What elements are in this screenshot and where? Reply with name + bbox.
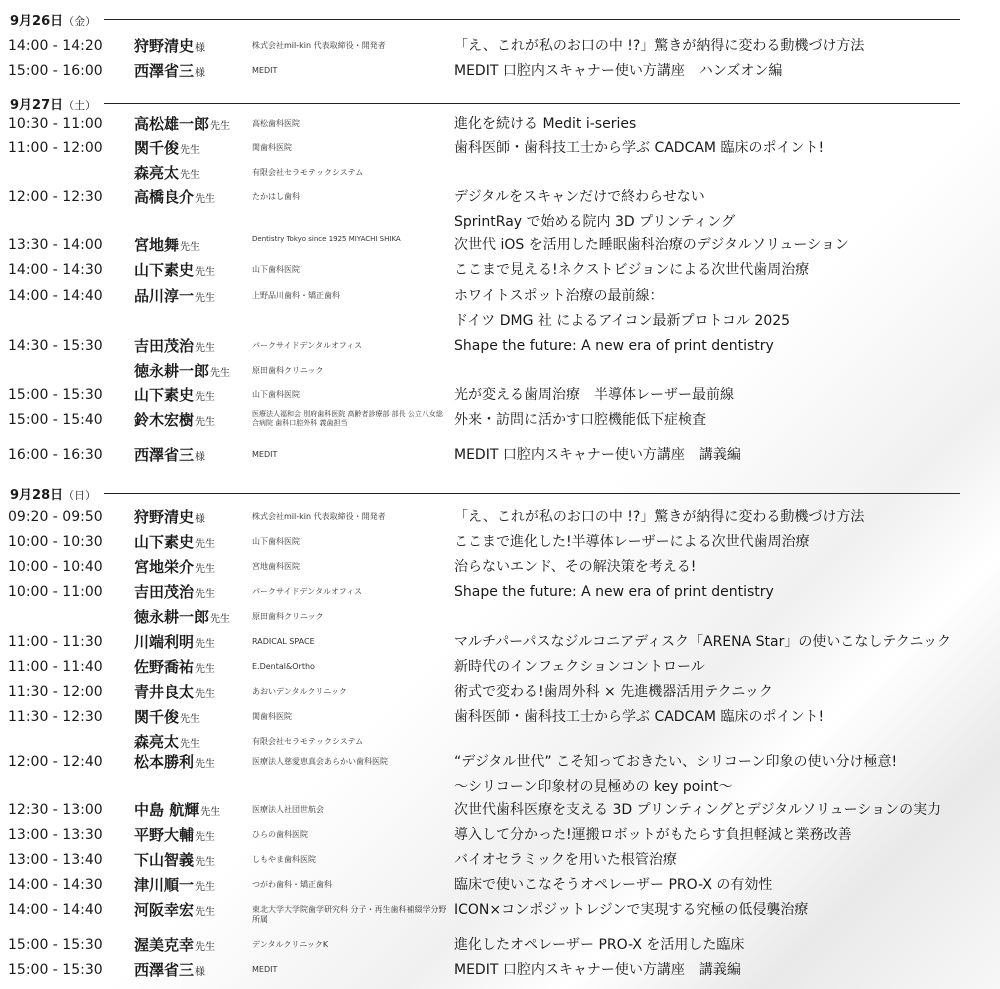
session-title: バイオセラミックを用いた根管治療: [454, 852, 677, 868]
session-line: [0, 161, 1000, 185]
speaker-name-text: 山下素史: [134, 261, 195, 279]
session-time: 11:30 - 12:00: [8, 684, 103, 700]
speaker-name: [134, 136, 200, 163]
day-date-text: 9月28日: [10, 487, 64, 503]
speaker-honorific: 先生: [195, 564, 216, 575]
speaker-name: [134, 933, 215, 960]
speaker-honorific: 先生: [195, 343, 216, 354]
session-line: [0, 775, 1000, 799]
session-line: [0, 59, 1000, 83]
speaker-name: [134, 580, 215, 607]
speaker-honorific: 先生: [195, 417, 216, 428]
speaker-name: [134, 680, 215, 707]
speaker-honorific: 先生: [195, 639, 216, 650]
session-title: Shape the future: A new era of print dentistry: [454, 338, 774, 354]
speaker-honorific: 先生: [210, 121, 231, 132]
speaker-affiliation: 有限会社セラモテックシステム: [252, 167, 364, 177]
day-header: [10, 94, 960, 112]
session-line: [0, 580, 1000, 604]
speaker-honorific: 様: [195, 43, 206, 54]
session-line: [0, 933, 1000, 957]
speaker-affiliation: 原田歯科クリニック: [252, 611, 324, 621]
session-title: 新時代のインフェクションコントロール: [454, 659, 705, 675]
session-line: [0, 605, 1000, 629]
session-title: MEDIT 口腔内スキャナー使い方講座 講義編: [454, 447, 741, 463]
speaker-honorific: 先生: [180, 145, 201, 156]
speaker-affiliation: ひらの歯科医院: [252, 830, 308, 839]
speaker-name: [134, 258, 215, 285]
speaker-affiliation: 関歯科医院: [252, 143, 292, 152]
session-line: [0, 848, 1000, 872]
speaker-affiliation: パークサイドデンタルオフィス: [252, 587, 363, 596]
speaker-affiliation: E.Dental&Ortho: [252, 662, 315, 671]
session-time: 12:00 - 12:30: [8, 189, 103, 205]
speaker-name: [134, 848, 215, 875]
speaker-name: [134, 112, 230, 139]
speaker-name: [134, 555, 215, 582]
session-time: 10:00 - 10:40: [8, 559, 103, 575]
session-title: “デジタル世代” こそ知っておきたい、シリコーン印象の使い分け極意!: [454, 754, 898, 770]
speaker-name: [134, 823, 215, 850]
session-line: [0, 383, 1000, 407]
session-time: 10:30 - 11:00: [8, 116, 103, 132]
session-title: MEDIT 口腔内スキャナー使い方講座 ハンズオン編: [454, 63, 783, 79]
session-title: 歯科医師・歯科技工士から学ぶ CADCAM 臨床のポイント!: [454, 140, 825, 156]
speaker-honorific: 先生: [195, 664, 216, 675]
speaker-name: [134, 898, 215, 925]
speaker-name: [134, 233, 200, 260]
speaker-honorific: 様: [195, 967, 206, 978]
speaker-honorific: 先生: [195, 589, 216, 600]
speaker-name: [134, 873, 215, 900]
speaker-honorific: 先生: [195, 194, 216, 205]
speaker-honorific: 先生: [195, 942, 216, 953]
session-line: [0, 233, 1000, 257]
speaker-affiliation: 関歯科医院: [252, 712, 292, 721]
speaker-name: [134, 34, 205, 61]
day-date: [10, 484, 96, 503]
speaker-affiliation: 宮地歯科医院: [252, 562, 300, 571]
speaker-name-text: 鈴木宏樹: [134, 411, 195, 429]
session-line: [0, 655, 1000, 679]
session-line: [0, 284, 1000, 308]
speaker-affiliation: MEDIT: [252, 965, 278, 974]
session-line: [0, 680, 1000, 704]
speaker-name-text: 松本勝利: [134, 753, 195, 771]
session-title: マルチパーパスなジルコニアディスク「ARENA Star」の使いこなしテクニック: [454, 634, 951, 650]
session-title: 次世代 iOS を活用した睡眠歯科治療のデジタルソリューション: [454, 237, 849, 253]
speaker-name: [134, 334, 215, 361]
speaker-name-text: 吉田茂治: [134, 337, 195, 355]
speaker-name-text: 狩野清史: [134, 508, 195, 526]
speaker-name-text: 山下素史: [134, 386, 195, 404]
session-title: 外来・訪問に活かす口腔機能低下症検査: [454, 412, 706, 428]
session-title: Shape the future: A new era of print dentistry: [454, 584, 774, 600]
speaker-honorific: 先生: [195, 267, 216, 278]
session-line: [0, 258, 1000, 282]
session-line: [0, 873, 1000, 897]
session-line: [0, 408, 1000, 432]
session-time: 09:20 - 09:50: [8, 509, 103, 525]
session-title: SprintRay で始める院内 3D プリンティング: [454, 213, 736, 230]
speaker-name: [134, 530, 215, 557]
session-line: [0, 898, 1000, 922]
speaker-honorific: 先生: [195, 759, 216, 770]
day-of-week: （日）: [63, 488, 97, 502]
session-time: 14:00 - 14:40: [8, 902, 103, 918]
speaker-honorific: 先生: [195, 882, 216, 893]
speaker-name: [134, 605, 230, 632]
speaker-name: [134, 505, 205, 532]
session-time: 15:00 - 15:30: [8, 387, 103, 403]
speaker-name-text: 宮地舞: [134, 236, 180, 254]
speaker-name: [134, 161, 200, 188]
session-line: [0, 530, 1000, 554]
day-date-text: 9月27日: [10, 97, 64, 113]
day-date: [10, 10, 96, 29]
speaker-affiliation: RADICAL SPACE: [252, 637, 315, 646]
speaker-affiliation: MEDIT: [252, 66, 278, 75]
session-line: [0, 798, 1000, 822]
speaker-name-text: 徳永耕一郎: [134, 361, 210, 380]
session-title: 次世代歯科医療を支える 3D プリンティングとデジタルソリューションの実力: [454, 802, 942, 818]
day-divider: [104, 19, 960, 20]
session-line: [0, 309, 1000, 333]
session-title: ～シリコーン印象材の見極めの key point～: [454, 778, 733, 795]
day-header: [10, 484, 960, 502]
session-line: [0, 136, 1000, 160]
day-of-week: （金）: [63, 14, 97, 28]
speaker-affiliation: パークサイドデンタルオフィス: [252, 341, 363, 350]
speaker-affiliation: 株式会社mil-kin 代表取締役・開発者: [252, 41, 386, 50]
speaker-name-text: 宮地栄介: [134, 558, 195, 576]
session-time: 11:00 - 11:40: [8, 659, 103, 675]
speaker-honorific: 先生: [180, 169, 201, 181]
speaker-name-text: 佐野喬祐: [134, 658, 195, 676]
speaker-affiliation: 原田歯科クリニック: [252, 365, 324, 375]
session-line: [0, 958, 1000, 982]
speaker-honorific: 先生: [195, 539, 216, 550]
speaker-affiliation: 東北大学大学院歯学研究科 分子・再生歯科補綴学分野所属: [252, 905, 447, 924]
session-title: ホワイトスポット治療の最前線：: [454, 288, 664, 304]
speaker-affiliation: 高松歯科医院: [252, 119, 300, 128]
speaker-affiliation: 医療法人福和会 別府歯科医院 高齢者診療部 部長 公立八女総合病院 歯科口腔外科 義歯担当: [252, 410, 443, 427]
speaker-name-text: 中島 航輝: [134, 801, 200, 819]
speaker-honorific: 様: [195, 68, 206, 79]
speaker-name-text: 山下素史: [134, 533, 195, 551]
session-title: 治らないエンド、その解決策を考える!: [454, 559, 697, 575]
session-title: ここまで進化した!半導体レーザーによる次世代歯周治療: [454, 534, 810, 550]
session-title: MEDIT 口腔内スキャナー使い方講座 講義編: [454, 962, 741, 978]
session-title: 歯科医師・歯科技工士から学ぶ CADCAM 臨床のポイント!: [454, 709, 825, 725]
speaker-affiliation: 山下歯科医院: [252, 265, 300, 274]
speaker-honorific: 先生: [195, 907, 216, 918]
day-divider: [104, 103, 960, 104]
session-time: 13:00 - 13:40: [8, 852, 103, 868]
session-time: 11:00 - 11:30: [8, 634, 103, 650]
day-date-text: 9月26日: [10, 13, 64, 29]
speaker-honorific: 様: [195, 452, 206, 463]
speaker-name: [134, 59, 205, 86]
speaker-name: [134, 383, 215, 410]
session-line: [0, 555, 1000, 579]
session-line: [0, 112, 1000, 136]
session-time: 14:30 - 15:30: [8, 338, 103, 354]
session-line: [0, 823, 1000, 847]
session-line: [0, 505, 1000, 529]
speaker-honorific: 先生: [195, 392, 216, 403]
speaker-name-text: 吉田茂治: [134, 583, 195, 601]
speaker-honorific: 先生: [195, 689, 216, 700]
day-divider: [104, 493, 960, 494]
session-title: 光が変える歯周治療 半導体レーザー最前線: [454, 387, 734, 403]
session-title: 「え、これが私のお口の中 !?」驚きが納得に変わる動機づけ方法: [454, 509, 865, 525]
speaker-name-text: 河阪幸宏: [134, 901, 195, 919]
speaker-affiliation: 山下歯科医院: [252, 390, 300, 399]
day-of-week: （土）: [63, 98, 97, 112]
speaker-name: [134, 705, 200, 732]
speaker-honorific: 先生: [195, 857, 216, 868]
session-line: [0, 750, 1000, 774]
session-time: 12:00 - 12:40: [8, 754, 103, 770]
session-title: 導入して分かった!運搬ロボットがもたらす負担軽減と業務改善: [454, 827, 852, 843]
speaker-name: [134, 750, 215, 777]
speaker-affiliation: つがわ歯科・矯正歯科: [252, 880, 332, 889]
speaker-name: [134, 185, 215, 212]
session-title: ここまで見える!ネクストビジョンによる次世代歯周治療: [454, 262, 810, 278]
session-title: ICON×コンポジットレジンで実現する究極の低侵襲治療: [454, 902, 809, 918]
session-line: [0, 443, 1000, 467]
session-line: [0, 34, 1000, 58]
session-time: 15:00 - 15:30: [8, 937, 103, 953]
speaker-honorific: 先生: [210, 613, 231, 625]
session-time: 11:30 - 12:30: [8, 709, 103, 725]
session-line: [0, 210, 1000, 234]
speaker-affiliation: たかはし歯科: [252, 192, 300, 201]
session-time: 10:00 - 11:00: [8, 584, 103, 600]
session-time: 11:00 - 12:00: [8, 140, 103, 156]
speaker-name-text: 平野大輔: [134, 826, 195, 844]
speaker-name-text: 青井良太: [134, 683, 195, 701]
speaker-affiliation: Dentistry Tokyo since 1925 MIYACHI SHIKA: [252, 235, 401, 243]
speaker-affiliation: 株式会社mil-kin 代表取締役・開発者: [252, 512, 386, 521]
speaker-name-text: 渥美克幸: [134, 936, 195, 954]
speaker-honorific: 先生: [180, 242, 201, 253]
speaker-name: [134, 443, 205, 470]
speaker-honorific: 先生: [180, 738, 201, 750]
session-time: 16:00 - 16:30: [8, 447, 103, 463]
speaker-name-text: 西澤省三: [134, 446, 195, 464]
speaker-affiliation: しもやま歯科医院: [252, 855, 316, 864]
session-title: 「え、これが私のお口の中 !?」驚きが納得に変わる動機づけ方法: [454, 38, 865, 54]
session-time: 14:00 - 14:30: [8, 877, 103, 893]
session-time: 14:00 - 14:30: [8, 262, 103, 278]
speaker-affiliation: 有限会社セラモテックシステム: [252, 736, 364, 746]
session-time: 13:30 - 14:00: [8, 237, 103, 253]
session-time: 15:00 - 15:40: [8, 412, 103, 428]
session-line: [0, 334, 1000, 358]
speaker-honorific: 先生: [180, 714, 201, 725]
speaker-affiliation: デンタルクリニックK: [252, 940, 329, 949]
session-title: デジタルをスキャンだけで終わらせない: [454, 189, 705, 205]
speaker-name-text: 関千俊: [134, 708, 180, 726]
speaker-name-text: 下山智義: [134, 851, 195, 869]
speaker-name-text: 徳永耕一郎: [134, 607, 210, 626]
speaker-name: [134, 958, 205, 985]
session-time: 15:00 - 15:30: [8, 962, 103, 978]
session-line: [0, 185, 1000, 209]
session-time: 15:00 - 16:00: [8, 63, 103, 79]
speaker-affiliation: 上野品川歯科・矯正歯科: [252, 291, 340, 300]
session-time: 10:00 - 10:30: [8, 534, 103, 550]
speaker-name-text: 品川淳一: [134, 287, 195, 305]
speaker-name-text: 森亮太: [134, 732, 180, 751]
speaker-honorific: 先生: [195, 293, 216, 304]
speaker-name-text: 関千俊: [134, 139, 180, 157]
session-title: 術式で変わる!歯周外科 × 先進機器活用テクニック: [454, 684, 773, 700]
speaker-name-text: 高橋良介: [134, 188, 195, 206]
speaker-name: [134, 798, 220, 825]
session-time: 12:30 - 13:00: [8, 802, 103, 818]
session-line: [0, 705, 1000, 729]
session-title: 進化したオペレーザー PRO-X を活用した臨床: [454, 937, 745, 953]
session-line: [0, 630, 1000, 654]
speaker-affiliation: 山下歯科医院: [252, 537, 300, 546]
session-title: 臨床で使いこなそうオペレーザー PRO-X の有効性: [454, 877, 773, 893]
speaker-name-text: 西澤省三: [134, 62, 195, 80]
day-header: [10, 10, 960, 28]
speaker-affiliation: MEDIT: [252, 450, 278, 459]
day-date: [10, 94, 96, 113]
speaker-name: [134, 284, 215, 311]
session-title: 進化を続ける Medit i-series: [454, 116, 637, 132]
session-time: 14:00 - 14:20: [8, 38, 103, 54]
speaker-honorific: 先生: [210, 367, 231, 379]
speaker-name: [134, 655, 215, 682]
speaker-name-text: 津川順一: [134, 876, 195, 894]
speaker-affiliation: あおいデンタルクリニック: [252, 687, 347, 696]
speaker-name-text: 西澤省三: [134, 961, 195, 979]
speaker-honorific: 先生: [195, 832, 216, 843]
speaker-name: [134, 359, 230, 386]
speaker-honorific: 様: [195, 514, 206, 525]
speaker-affiliation: 医療法人社団世航会: [252, 805, 324, 814]
session-line: [0, 359, 1000, 383]
speaker-name-text: 森亮太: [134, 163, 180, 182]
speaker-name-text: 高松雄一郎: [134, 115, 210, 133]
session-title: ドイツ DMG 社 によるアイコン最新プロトコル 2025: [454, 312, 791, 329]
speaker-name: [134, 408, 215, 435]
speaker-affiliation: 医療法人慈愛恵真会あらかい歯科医院: [252, 757, 388, 766]
session-time: 14:00 - 14:40: [8, 288, 103, 304]
session-time: 13:00 - 13:30: [8, 827, 103, 843]
speaker-name-text: 狩野清史: [134, 37, 195, 55]
speaker-name-text: 川端利明: [134, 633, 195, 651]
speaker-name: [134, 630, 215, 657]
speaker-honorific: 先生: [200, 807, 221, 818]
